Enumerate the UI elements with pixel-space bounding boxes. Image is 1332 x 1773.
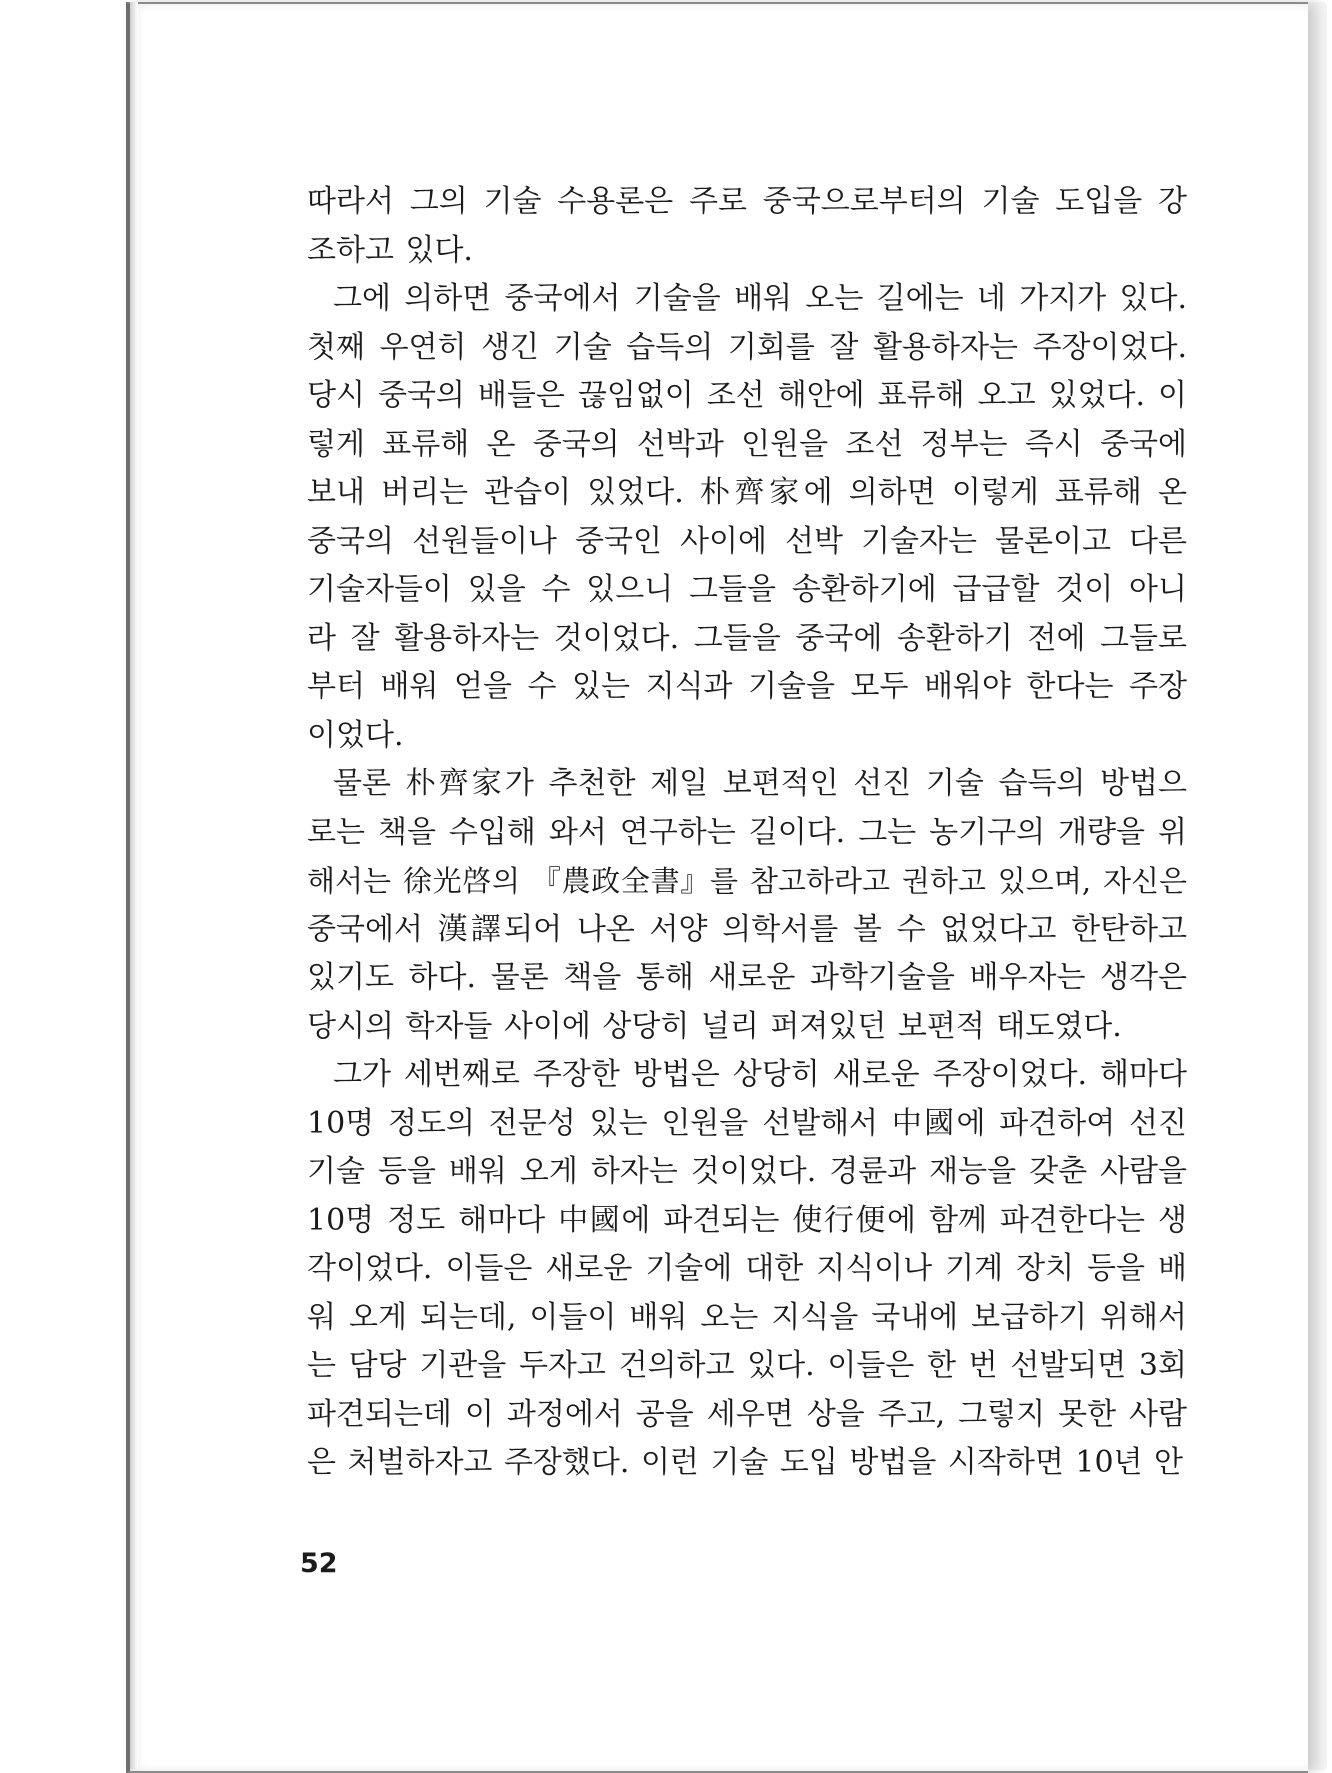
- paragraph: [307, 275, 1187, 760]
- text-line: 부터 배워 얻을 수 있는 지식과 기술을 모두 배워야 한다는 주장: [307, 669, 1187, 704]
- text-line: 기술 등을 배워 오게 하자는 것이었다. 경륜과 재능을 갖춘 사람을: [307, 1154, 1187, 1189]
- text-line: 10명 정도 해마다 中國에 파견되는 使行便에 함께 파견한다는 생: [307, 1202, 1187, 1238]
- text-line: 첫째 우연히 생긴 기술 습득의 기회를 잘 활용하자는 주장이었다.: [307, 329, 1187, 365]
- text-line: 그에 의하면 중국에서 기술을 배워 오는 길에는 네 가지가 있다.: [333, 281, 1187, 316]
- text-line: 중국의 선원들이나 중국인 사이에 선박 기술자는 물론이고 다른: [307, 523, 1187, 559]
- text-line: 라 잘 활용하자는 것이었다. 그들을 중국에 송환하기 전에 그들로: [307, 620, 1187, 656]
- text-line: 기술자들이 있을 수 있으니 그들을 송환하기에 급급할 것이 아니: [307, 572, 1187, 607]
- text-line: 워 오게 되는데, 이들이 배워 오는 지식을 국내에 보급하기 위해서: [307, 1299, 1187, 1335]
- text-line: 따라서 그의 기술 수용론은 주로 중국으로부터의 기술 도입을 강: [307, 184, 1187, 219]
- text-line: 10명 정도의 전문성 있는 인원을 선발해서 中國에 파견하여 선진: [307, 1105, 1187, 1141]
- text-line: 그가 세번째로 주장한 방법은 상당히 새로운 주장이었다. 해마다: [333, 1057, 1187, 1092]
- text-line: 보내 버리는 관습이 있었다. 朴齊家에 의하면 이렇게 표류해 온: [307, 475, 1187, 510]
- text-line: 파견되는데 이 과정에서 공을 세우면 상을 주고, 그렇지 못한 사람: [307, 1396, 1187, 1432]
- page-binding-edge: [130, 2, 138, 1769]
- text-line: 는 담당 기관을 두자고 건의하고 있다. 이들은 한 번 선발되면 3회: [307, 1348, 1187, 1383]
- text-line: 물론 朴齊家가 추천한 제일 보편적인 선진 기술 습득의 방법으: [333, 766, 1187, 801]
- text-line: 이었다.: [307, 717, 404, 753]
- text-line: 은 처벌하자고 주장했다. 이런 기술 도입 방법을 시작하면 10년 안: [307, 1445, 1184, 1480]
- text-line: 렇게 표류해 온 중국의 선박과 인원을 조선 정부는 즉시 중국에: [307, 426, 1187, 462]
- paragraph: [307, 760, 1187, 1051]
- body-text: [307, 178, 1187, 1488]
- text-line: 조하고 있다.: [307, 232, 473, 268]
- text-line: 있기도 하다. 물론 책을 통해 새로운 과학기술을 배우자는 생각은: [307, 960, 1187, 995]
- text-line: 중국에서 漢譯되어 나온 서양 의학서를 볼 수 없었다고 한탄하고: [307, 911, 1187, 947]
- text-line: 당시의 학자들 사이에 상당히 널리 퍼져있던 보편적 태도였다.: [307, 1008, 1122, 1044]
- page-number: 52: [300, 1548, 338, 1579]
- paragraph: [307, 178, 1187, 275]
- text-line: 로는 책을 수입해 와서 연구하는 길이다. 그는 농기구의 개량을 위: [307, 814, 1187, 850]
- paragraph: [307, 1051, 1187, 1488]
- text-line: 당시 중국의 배들은 끊임없이 조선 해안에 표류해 오고 있었다. 이: [307, 378, 1187, 413]
- text-line: 각이었다. 이들은 새로운 기술에 대한 지식이나 기계 장치 등을 배: [307, 1251, 1187, 1286]
- text-line: 해서는 徐光啓의 『農政全書』를 참고하라고 권하고 있으며, 자신은: [307, 864, 1187, 898]
